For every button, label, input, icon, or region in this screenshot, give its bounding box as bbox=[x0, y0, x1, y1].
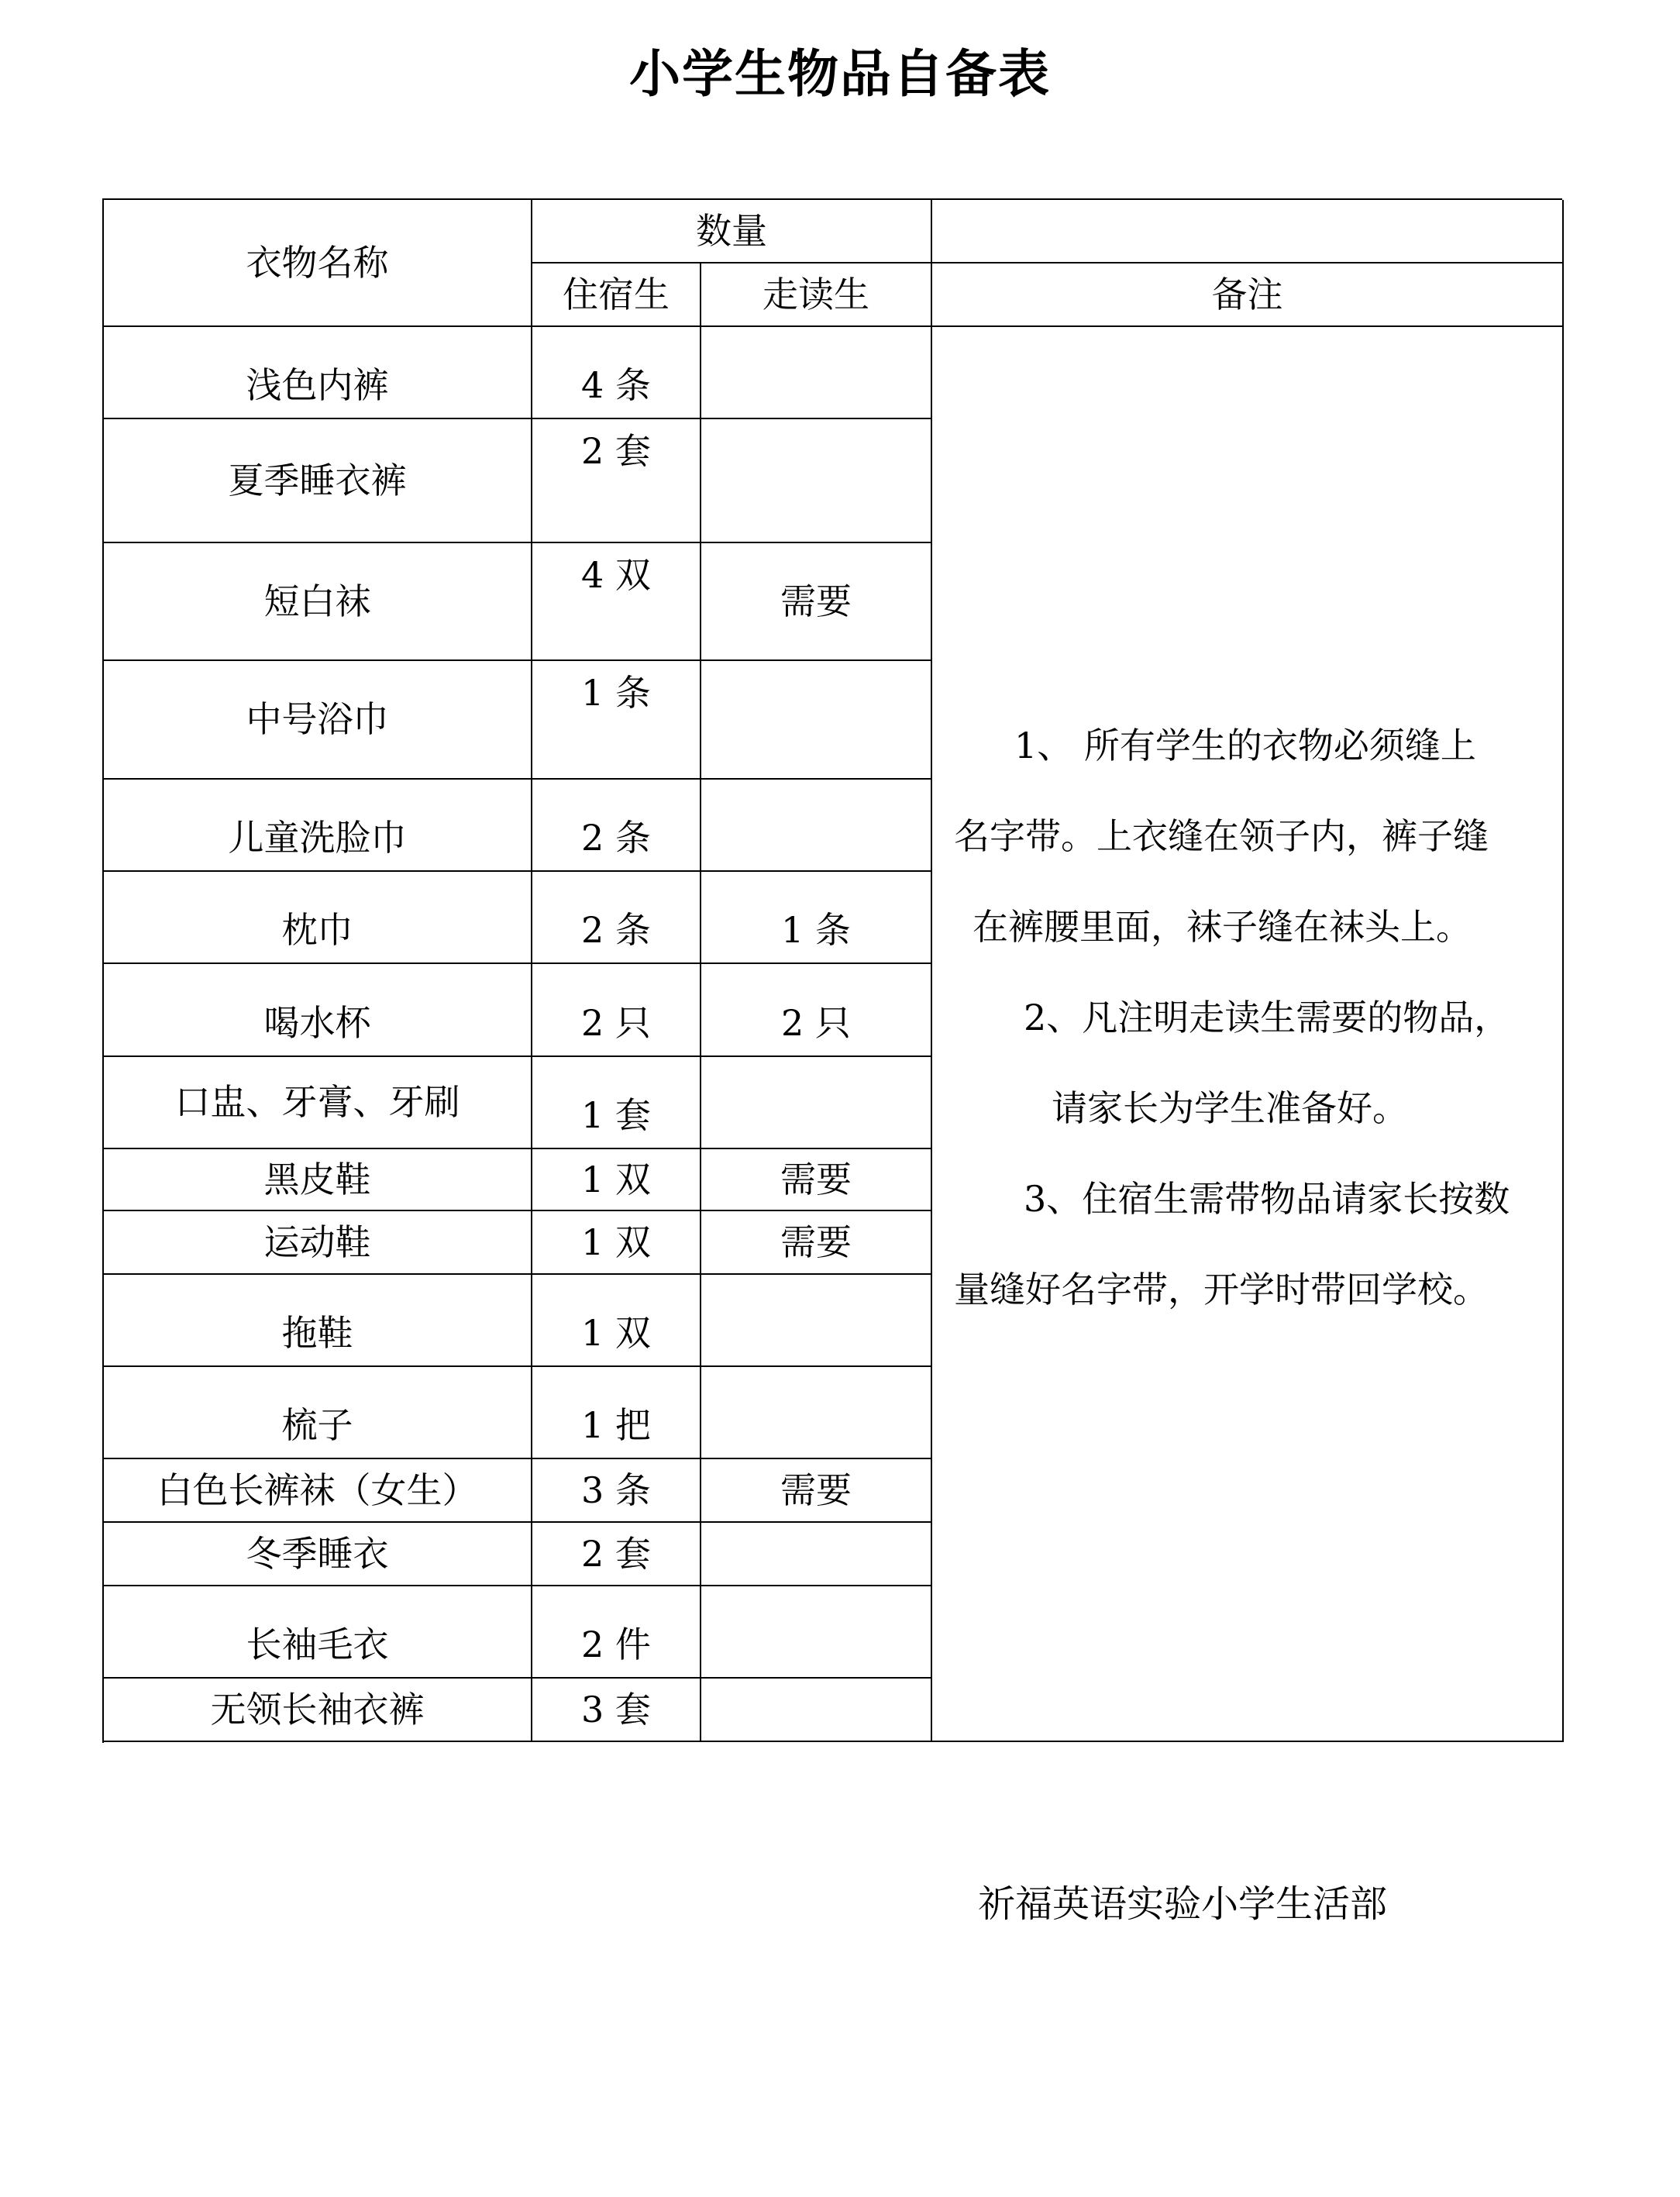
item-name-cell: 短白袜 bbox=[104, 543, 532, 661]
header-blank-cell bbox=[932, 200, 1564, 263]
boarding-qty-cell: 3 条 bbox=[532, 1459, 701, 1523]
boarding-qty-cell: 1 双 bbox=[532, 1211, 701, 1275]
item-name-cell: 口盅、牙膏、牙刷 bbox=[104, 1057, 532, 1149]
notes-line: 1、 所有学生的衣物必须缝上 bbox=[1014, 725, 1476, 766]
boarding-qty-cell: 2 条 bbox=[532, 780, 701, 872]
item-name-cell: 黑皮鞋 bbox=[104, 1149, 532, 1211]
boarding-qty-cell: 3 套 bbox=[532, 1679, 701, 1742]
notes-line: 量缝好名字带，开学时带回学校。 bbox=[954, 1269, 1489, 1310]
boarding-qty-cell: 2 套 bbox=[532, 1523, 701, 1586]
day-qty-cell bbox=[701, 419, 932, 543]
notes-line: 2、凡注明走读生需要的物品， bbox=[1024, 997, 1510, 1038]
day-qty-cell: 需要 bbox=[701, 1211, 932, 1275]
item-name-cell: 喝水杯 bbox=[104, 964, 532, 1057]
day-qty-cell bbox=[701, 327, 932, 419]
item-name-cell: 枕巾 bbox=[104, 872, 532, 964]
day-qty-cell bbox=[701, 780, 932, 872]
header-quantity: 数量 bbox=[532, 200, 932, 263]
header-day-student: 走读生 bbox=[701, 263, 932, 327]
day-qty-cell: 1 条 bbox=[701, 872, 932, 964]
notes-cell bbox=[932, 327, 1564, 1742]
notes-line: 名字带。上衣缝在领子内，裤子缝 bbox=[954, 815, 1489, 857]
notes-line: 请家长为学生准备好。 bbox=[1052, 1087, 1408, 1129]
day-qty-cell bbox=[701, 1367, 932, 1459]
item-name-cell: 中号浴巾 bbox=[104, 661, 532, 780]
boarding-qty-cell: 2 条 bbox=[532, 872, 701, 964]
boarding-qty-cell: 1 套 bbox=[532, 1057, 701, 1149]
day-qty-cell: 需要 bbox=[701, 543, 932, 661]
boarding-qty-cell: 1 把 bbox=[532, 1367, 701, 1459]
item-name-cell: 冬季睡衣 bbox=[104, 1523, 532, 1586]
day-qty-cell: 需要 bbox=[701, 1459, 932, 1523]
boarding-qty-cell: 2 件 bbox=[532, 1586, 701, 1679]
day-qty-cell bbox=[701, 1057, 932, 1149]
footer-signature: 祈福英语实验小学生活部 bbox=[978, 1882, 1388, 1926]
header-item-name: 衣物名称 bbox=[104, 200, 532, 327]
day-qty-cell: 2 只 bbox=[701, 964, 932, 1057]
page-title: 小学生物品自备表 bbox=[629, 44, 1051, 104]
boarding-qty-cell: 1 双 bbox=[532, 1275, 701, 1367]
boarding-qty-cell: 4 双 bbox=[532, 543, 701, 661]
day-qty-cell bbox=[701, 1679, 932, 1742]
item-name-cell: 无领长袖衣裤 bbox=[104, 1679, 532, 1742]
day-qty-cell bbox=[701, 1275, 932, 1367]
boarding-qty-cell: 2 只 bbox=[532, 964, 701, 1057]
boarding-qty-cell: 4 条 bbox=[532, 327, 701, 419]
item-name-cell: 梳子 bbox=[104, 1367, 532, 1459]
day-qty-cell bbox=[701, 1523, 932, 1586]
day-qty-cell bbox=[701, 661, 932, 780]
item-name-cell: 白色长裤袜（女生） bbox=[104, 1459, 532, 1523]
item-name-cell: 运动鞋 bbox=[104, 1211, 532, 1275]
item-name-cell: 儿童洗脸巾 bbox=[104, 780, 532, 872]
item-name-cell: 长袖毛衣 bbox=[104, 1586, 532, 1679]
header-notes: 备注 bbox=[932, 263, 1564, 327]
header-boarding: 住宿生 bbox=[532, 263, 701, 327]
notes-spacer bbox=[954, 327, 1542, 701]
items-table bbox=[102, 198, 1562, 1743]
day-qty-cell: 需要 bbox=[701, 1149, 932, 1211]
boarding-qty-cell: 1 条 bbox=[532, 661, 701, 780]
notes-line: 3、住宿生需带物品请家长按数 bbox=[1024, 1178, 1510, 1220]
item-name-cell: 夏季睡衣裤 bbox=[104, 419, 532, 543]
boarding-qty-cell: 2 套 bbox=[532, 419, 701, 543]
item-name-cell: 浅色内裤 bbox=[104, 327, 532, 419]
notes-line: 在裤腰里面，袜子缝在袜头上。 bbox=[973, 906, 1472, 948]
boarding-qty-cell: 1 双 bbox=[532, 1149, 701, 1211]
day-qty-cell bbox=[701, 1586, 932, 1679]
item-name-cell: 拖鞋 bbox=[104, 1275, 532, 1367]
